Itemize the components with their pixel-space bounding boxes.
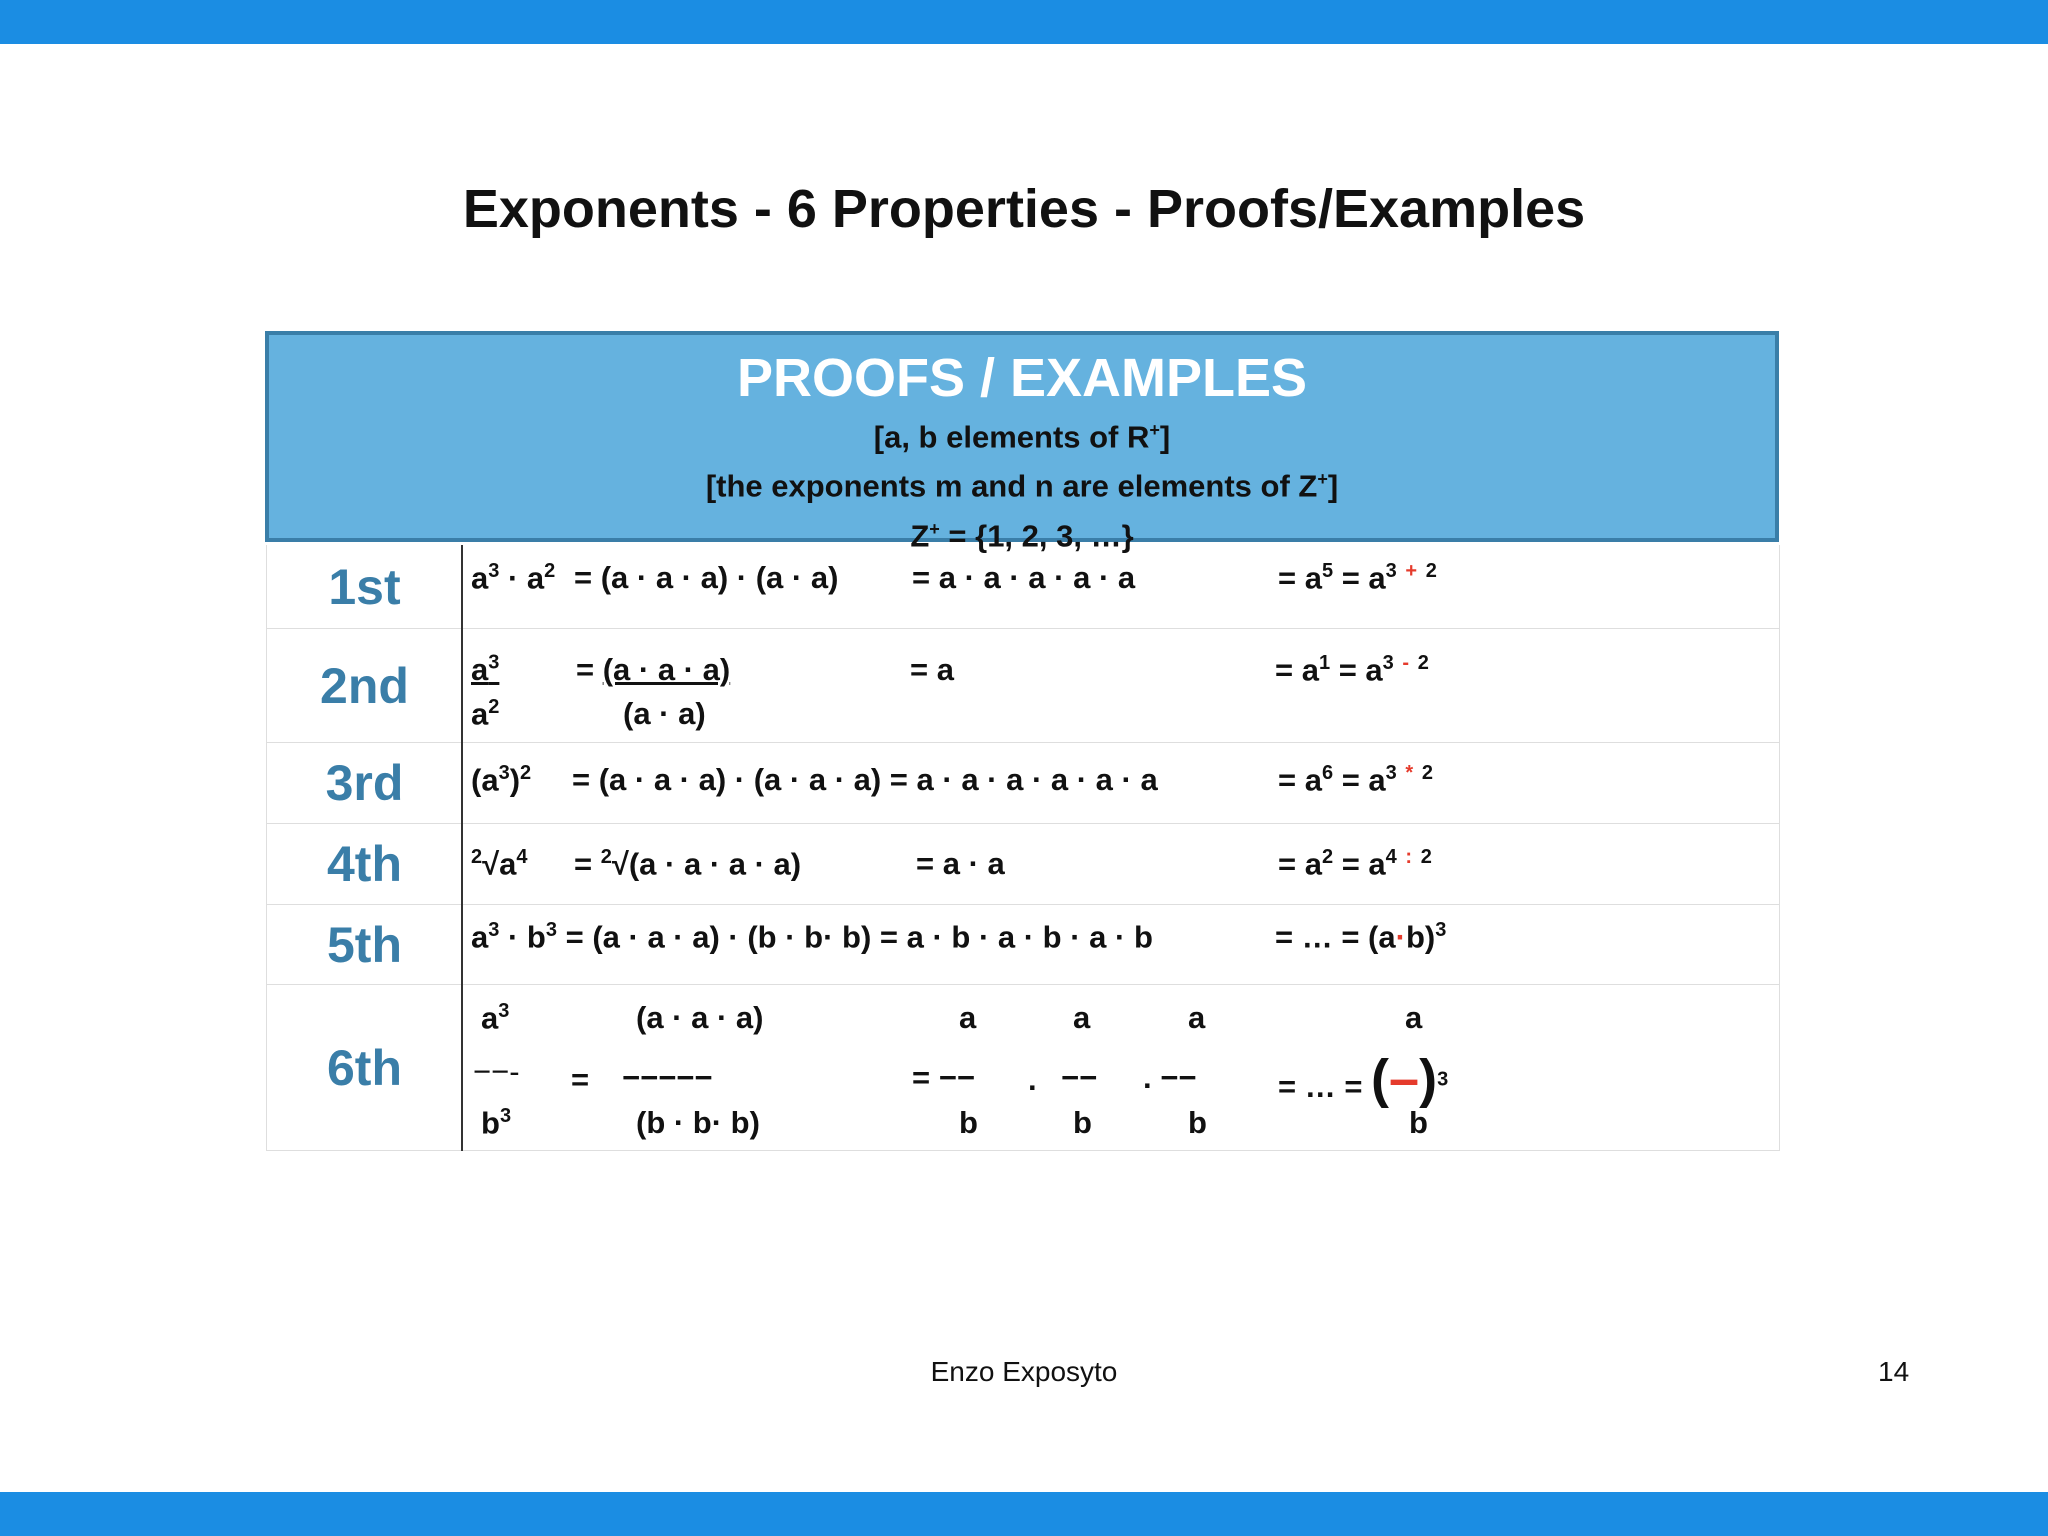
r2-numerator: $a^3$ xyxy=(471,652,500,688)
r1-step2: = a · a · a · a · a xyxy=(912,560,1136,595)
r6-f1-bar: = −− xyxy=(912,1060,975,1095)
r2-step2: = a xyxy=(910,652,954,687)
page-number: 14 xyxy=(1878,1356,1910,1387)
row-label: 3rd xyxy=(325,755,404,811)
r5-result: = … = $(a\cdot b)^3$ xyxy=(1275,919,1447,955)
r3-lhs: $(a^3)^2$ xyxy=(471,762,532,798)
panel-line-1: [a, b elements of R+] xyxy=(873,419,1171,455)
r6-lhs-bar: −−- xyxy=(473,1054,520,1089)
bottom-band xyxy=(0,1492,2048,1536)
r4-step2: = a · a xyxy=(916,846,1005,881)
row-label: 4th xyxy=(327,836,402,892)
slide-title: Exponents - 6 Properties - Proofs/Examples xyxy=(462,179,1586,239)
r6-end-den: b xyxy=(1409,1105,1428,1140)
row-label: 6th xyxy=(327,1039,402,1096)
r4-lhs: $^2√a^4$ xyxy=(471,846,528,882)
row-label: 5th xyxy=(327,916,402,973)
r6-f2-bar: −− xyxy=(1061,1060,1098,1095)
r6-dot: . xyxy=(1028,1062,1037,1097)
r2-step1-den: (a · a) xyxy=(623,696,706,731)
panel-heading: PROOFS / EXAMPLES xyxy=(736,348,1308,408)
r1-step1: = (a · a · a) · (a · a) xyxy=(574,560,839,595)
r6-mid-bar: −−−−− xyxy=(622,1060,713,1095)
r6-lhs-den: $b^3$ xyxy=(481,1105,512,1141)
r6-f3-den: b xyxy=(1188,1105,1207,1140)
column-divider xyxy=(461,545,463,1151)
r4-step1: = $^2$√(a · a · a · a) xyxy=(574,846,802,882)
r6-lhs-num: $a^3$ xyxy=(481,1000,510,1036)
r2-step1-num: = (a · a · a) xyxy=(576,652,731,687)
r6-end-num: a xyxy=(1405,1000,1423,1035)
row-label: 1st xyxy=(328,558,401,615)
r6-f2-num: a xyxy=(1073,1000,1091,1035)
panel-line-3: Z+ = {1, 2, 3, …} xyxy=(910,517,1134,553)
r6-mid-den: (b · b· b) xyxy=(636,1105,760,1140)
r1-result: = $a^5 = a^3$ + $^2$ xyxy=(1278,560,1437,596)
footer-author: Enzo Exposyto xyxy=(930,1356,1118,1387)
r1-lhs: $a^3 \cdot a^2$ xyxy=(471,560,556,596)
r4-result: = $a^2 = a^4$ : $^2$ xyxy=(1278,846,1432,882)
r6-f1-den: b xyxy=(959,1105,978,1140)
r6-f1-num: a xyxy=(959,1000,977,1035)
r3-result: = $a^6 = a^3$ * $^2$ xyxy=(1278,762,1433,798)
r6-result: = … = $(-)^3$ xyxy=(1278,1049,1449,1109)
r3-steps: = (a · a · a) · (a · a · a) = a · a · a · a · a · a xyxy=(572,762,1158,797)
row-label: 2nd xyxy=(320,657,409,714)
r6-mid-num: (a · a · a) xyxy=(636,1000,764,1035)
r2-denominator: $a^2$ xyxy=(471,696,500,732)
r6-f3-bar: . −− xyxy=(1143,1060,1197,1095)
r2-result: = $a^1 = a^3$ - $^2$ xyxy=(1275,652,1429,688)
r6-f3-num: a xyxy=(1188,1000,1206,1035)
r6-f2-den: b xyxy=(1073,1105,1092,1140)
r5-steps: $a^3 \cdot b^3 = (a \cdot a \cdot a) \cdot (b \cdot b\cdot b) = a \cdot b \cdot a \cdot b \cdot a \cdot b$ xyxy=(471,919,1153,955)
proofs-header-panel xyxy=(265,331,1779,553)
top-band xyxy=(0,0,2048,44)
panel-line-2: [the exponents m and n are elements of Z+] xyxy=(705,468,1339,504)
r6-equals: = xyxy=(571,1062,590,1097)
